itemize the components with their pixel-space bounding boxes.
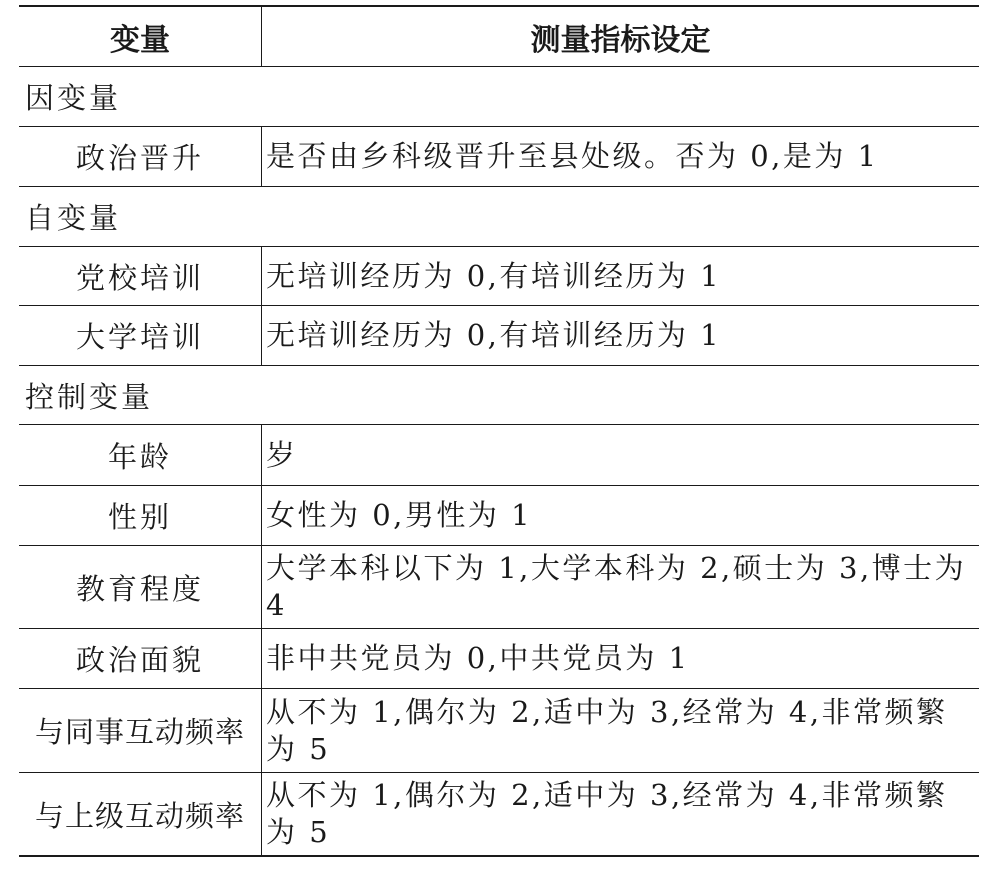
indicator-cell: 是否由乡科级晋升至县处级。否为 0,是为 1: [266, 139, 879, 173]
section-title-dependent: 因变量: [25, 81, 122, 115]
indicator-cell: 大学本科以下为 1,大学本科为 2,硕士为 3,博士为 4: [266, 551, 967, 622]
variable-cell: 政治面貌: [75, 643, 204, 677]
indicator-cell: 无培训经历为 0,有培训经历为 1: [266, 258, 722, 293]
section-title-independent: 自变量: [25, 201, 122, 235]
indicator-cell: 女性为 0,男性为 1: [266, 498, 533, 532]
variable-cell: 政治晋升: [75, 141, 204, 175]
indicator-cell: 无培训经历为 0,有培训经历为 1: [266, 318, 722, 352]
indicator-cell: 从不为 1,偶尔为 2,适中为 3,经常为 4,非常频繁为 5: [266, 778, 948, 849]
header-indicator: 测量指标设定: [530, 22, 711, 58]
variable-cell: 教育程度: [75, 571, 204, 606]
variable-cell: 与同事互动频率: [34, 715, 245, 749]
column-divider: [261, 424, 262, 856]
indicator-cell: 岁: [266, 437, 298, 472]
section-title-control: 控制变量: [25, 379, 154, 414]
variable-cell: 大学培训: [75, 320, 204, 354]
variable-cell: 与上级互动频率: [34, 798, 245, 833]
column-divider: [261, 126, 262, 186]
indicator-cell: 从不为 1,偶尔为 2,适中为 3,经常为 4,非常频繁为 5: [266, 694, 948, 766]
variable-cell: 党校培训: [75, 260, 204, 295]
header-variable: 变量: [110, 22, 170, 58]
column-divider: [261, 246, 262, 365]
table-bottom-rule: [19, 855, 979, 857]
variable-cell: 年龄: [107, 439, 172, 474]
variable-cell: 性别: [107, 500, 172, 534]
indicator-cell: 非中共党员为 0,中共党员为 1: [266, 641, 690, 675]
